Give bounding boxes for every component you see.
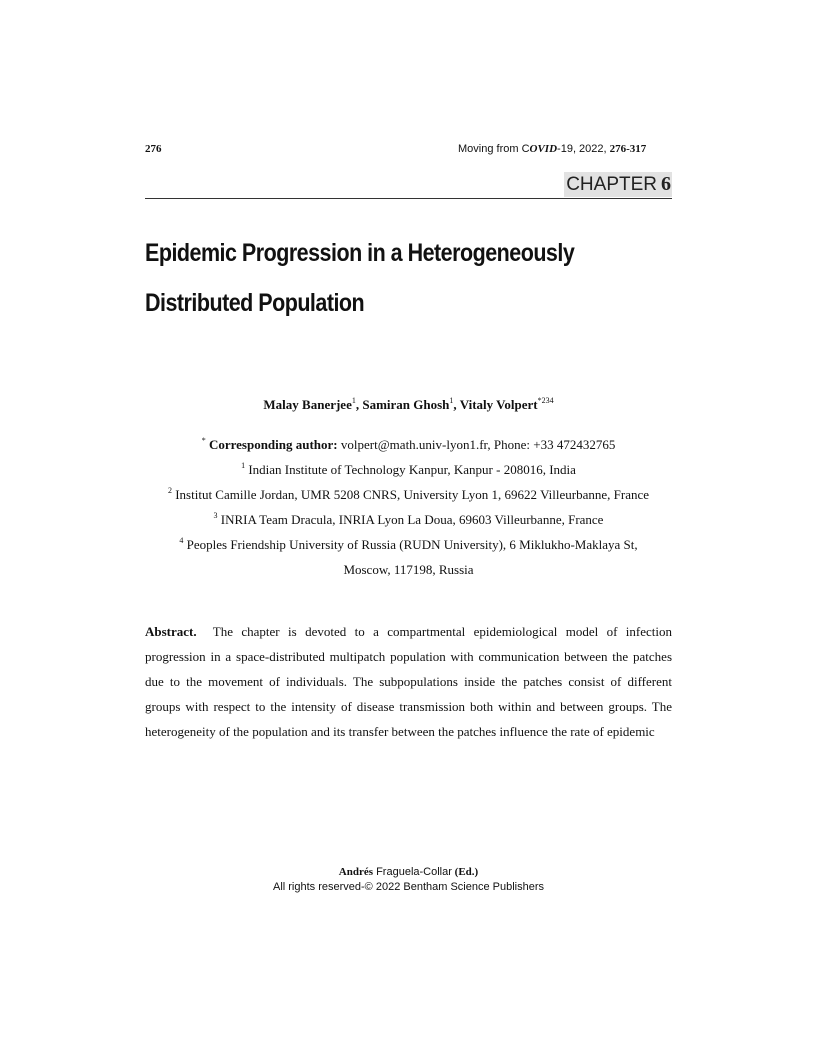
running-head — [145, 141, 672, 159]
affiliation-4: $^4$ Peoples Friendship University of Russia (RUDN University), 6 Miklukho-Maklaya St, — [179, 536, 638, 552]
page-number: 276 — [145, 143, 162, 155]
header-rule — [145, 198, 672, 199]
author-name: Vitaly Volpert — [459, 397, 538, 412]
author-name: Malay Banerjee — [263, 397, 352, 412]
affiliation-4-continued: Moscow, 117198, Russia — [343, 562, 474, 577]
copyright-notice: All rights reserved-© 2022 Bentham Science Publishers — [272, 881, 544, 893]
chapter-number: 6 — [661, 173, 671, 195]
abstract-text: The chapter is devoted to a compartmental epidemiological model of infection progression in a space-distributed multipatch population with communication between the patches due to the movement of individuals. The subpopulations inside the patches consist of different groups with respect to the intensity of disease transmission both within and between groups. The heterogeneity of the population and its transfer between the patches influence the rate of epidemic — [145, 624, 673, 739]
title-line-1: Epidemic Progression in a Heterogeneously — [145, 239, 575, 267]
author-name: Samiran Ghosh — [362, 397, 450, 412]
author-list: Malay Banerjee$^1$, Samiran Ghosh$^1$, Vitaly Volpert$^{*234}$ — [263, 396, 554, 412]
affiliation-2: $^2$ Institut Camille Jordan, UMR 5208 CNRS, University Lyon 1, 69622 Villeurbanne, France — [167, 486, 650, 502]
abstract-heading: Abstract. — [145, 624, 197, 639]
title-line-2: Distributed Population — [145, 289, 365, 317]
chapter-title — [145, 228, 627, 328]
journal-citation: Moving from COVID-19, 2022, 276-317 — [458, 143, 647, 155]
affiliation-1: $^1$ Indian Institute of Technology Kanpur, Kanpur - 208016, India — [241, 461, 576, 477]
affiliation-3: $^3$ INRIA Team Dracula, INRIA Lyon La Doua, 69603 Villeurbanne, France — [213, 511, 604, 527]
abstract — [145, 619, 672, 744]
editor-credit: Andrés Fraguela-Collar (Ed.) — [338, 866, 479, 878]
chapter-label: CHAPTER 6 — [566, 173, 671, 195]
corresponding-author: * Corresponding author: volpert@math.univ-lyon1.fr, Phone: +33 472432765 — [201, 436, 616, 452]
